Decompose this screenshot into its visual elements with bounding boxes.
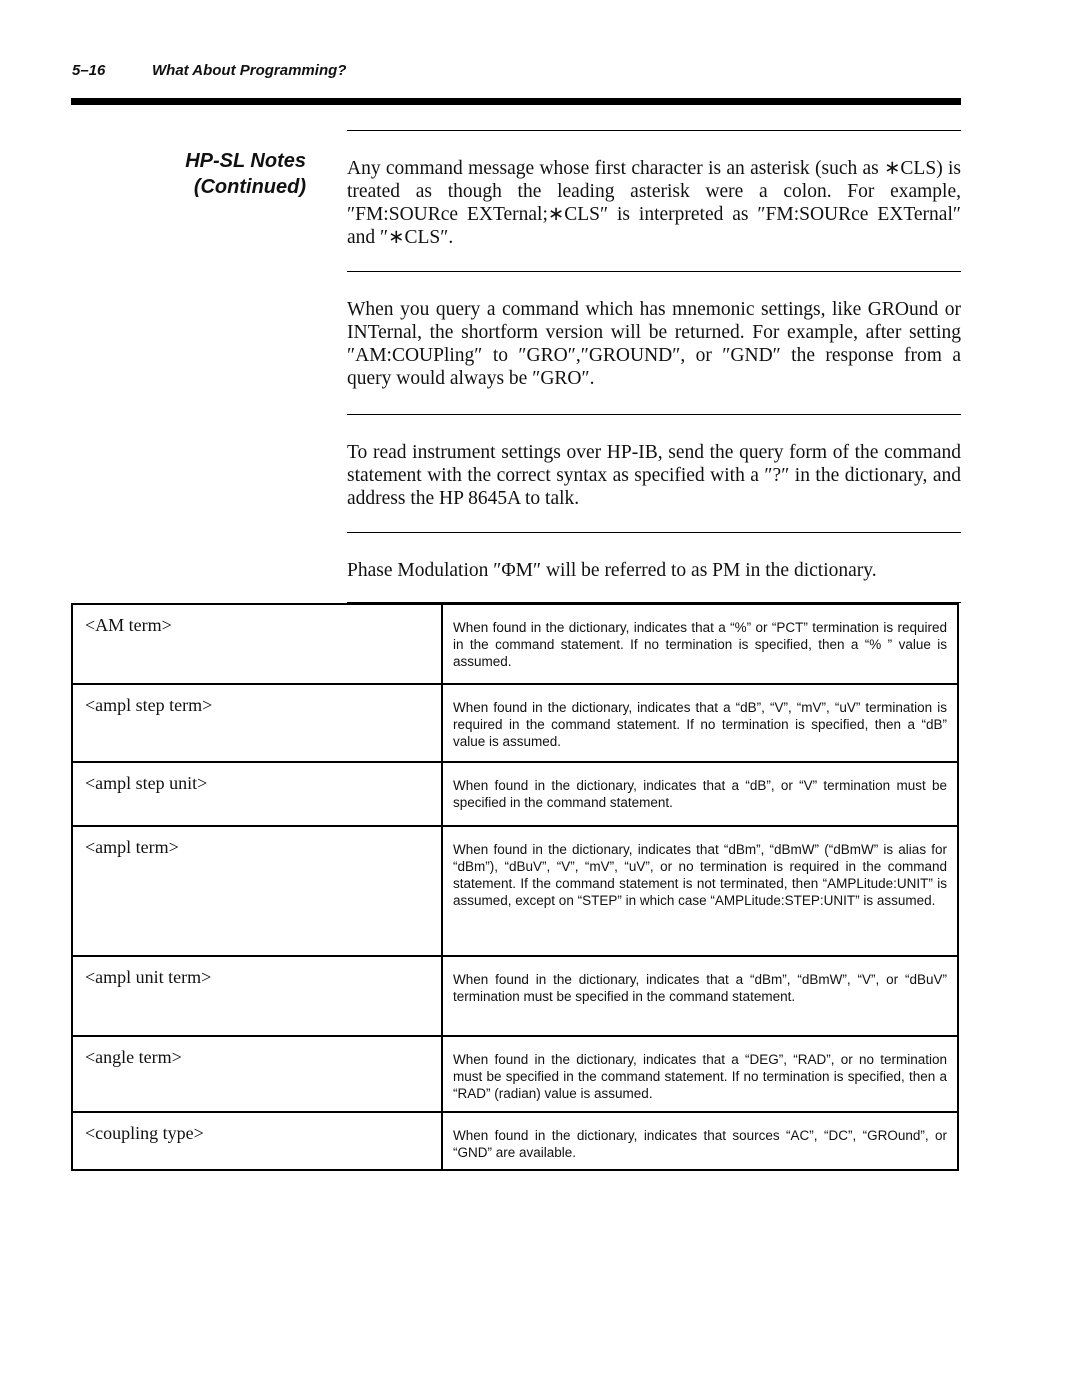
table-row — [72, 762, 958, 826]
header-rule — [71, 98, 961, 105]
side-heading-line2: (Continued) — [193, 176, 306, 198]
note-divider — [347, 271, 961, 272]
note-paragraph: When you query a command which has mnemonic settings, like GROund or INTernal, the shortform version will be returned. For example, after setting ″AM:COUPling″ to ″GRO″,″GROUND″, or ″GND″ the response from a query would always be ″GRO″. — [347, 299, 961, 389]
description-cell: When found in the dictionary, indicates that a “DEG”, “RAD”, or no termination must be specified in the command statement. If no termination is specified, then a “RAD” (radian) value is assumed. — [442, 1036, 958, 1112]
note-paragraph: Phase Modulation ″ΦM″ will be referred to as PM in the dictionary. — [347, 560, 877, 581]
table-row — [72, 684, 958, 762]
description-cell: When found in the dictionary, indicates that a “dBm”, “dBmW”, “V”, or “dBuV” termination must be specified in the command statement. — [442, 956, 958, 1036]
description-cell: When found in the dictionary, indicates that a “dB”, “V”, “mV”, “uV” termination is required in the command statement. If no termination is specified, then a “dB” value is assumed. — [442, 684, 958, 762]
term-cell: <ampl step unit> — [72, 762, 442, 826]
description-cell: When found in the dictionary, indicates that sources “AC”, “DC”, “GROund”, or “GND” are available. — [442, 1112, 958, 1170]
page-number: 5–16 — [72, 62, 106, 79]
term-cell: <ampl term> — [72, 826, 442, 956]
side-heading-line1: HP-SL Notes — [185, 150, 306, 172]
table-row — [72, 826, 958, 956]
term-cell: <ampl unit term> — [72, 956, 442, 1036]
description-cell: When found in the dictionary, indicates that a “dB”, or “V” termination must be specified in the command statement. — [442, 762, 958, 826]
definitions-table — [71, 603, 959, 1171]
note-divider — [347, 532, 961, 533]
note-divider — [347, 414, 961, 415]
term-cell: <ampl step term> — [72, 684, 442, 762]
note-paragraph: Any command message whose first character is an asterisk (such as ∗CLS) is treated as though the leading asterisk were a colon. For example, ″FM:SOURce EXTernal;∗CLS″ is interpreted as ″FM:SOURce EXTernal″ and ″∗CLS″. — [347, 158, 961, 248]
term-cell: <AM term> — [72, 604, 442, 684]
table-row — [72, 1112, 958, 1170]
description-cell: When found in the dictionary, indicates that “dBm”, “dBmW” (“dBmW” is alias for “dBm”), “dBuV”, “V”, “mV”, “uV”, or no termination is required in the command statement. If the command statement is not terminated, then “AMPLitude:UNIT” is assumed, except on “STEP” in which case “AMPLitude:STEP:UNIT” is assumed. — [442, 826, 958, 956]
table-row — [72, 604, 958, 684]
description-cell: When found in the dictionary, indicates that a “%” or “PCT” termination is required in the command statement. If no termination is specified, then a “% ” value is assumed. — [442, 604, 958, 684]
chapter-title: What About Programming? — [152, 62, 347, 79]
notes-section — [347, 130, 961, 603]
page-header — [72, 62, 346, 79]
term-cell: <coupling type> — [72, 1112, 442, 1170]
note-paragraph: To read instrument settings over HP-IB, send the query form of the command statement with the correct syntax as specified with a ″?″ in the dictionary, and address the HP 8645A to talk. — [347, 442, 961, 509]
side-heading — [150, 148, 306, 200]
note-divider — [347, 130, 961, 131]
table-row — [72, 1036, 958, 1112]
table-row — [72, 956, 958, 1036]
term-cell: <angle term> — [72, 1036, 442, 1112]
